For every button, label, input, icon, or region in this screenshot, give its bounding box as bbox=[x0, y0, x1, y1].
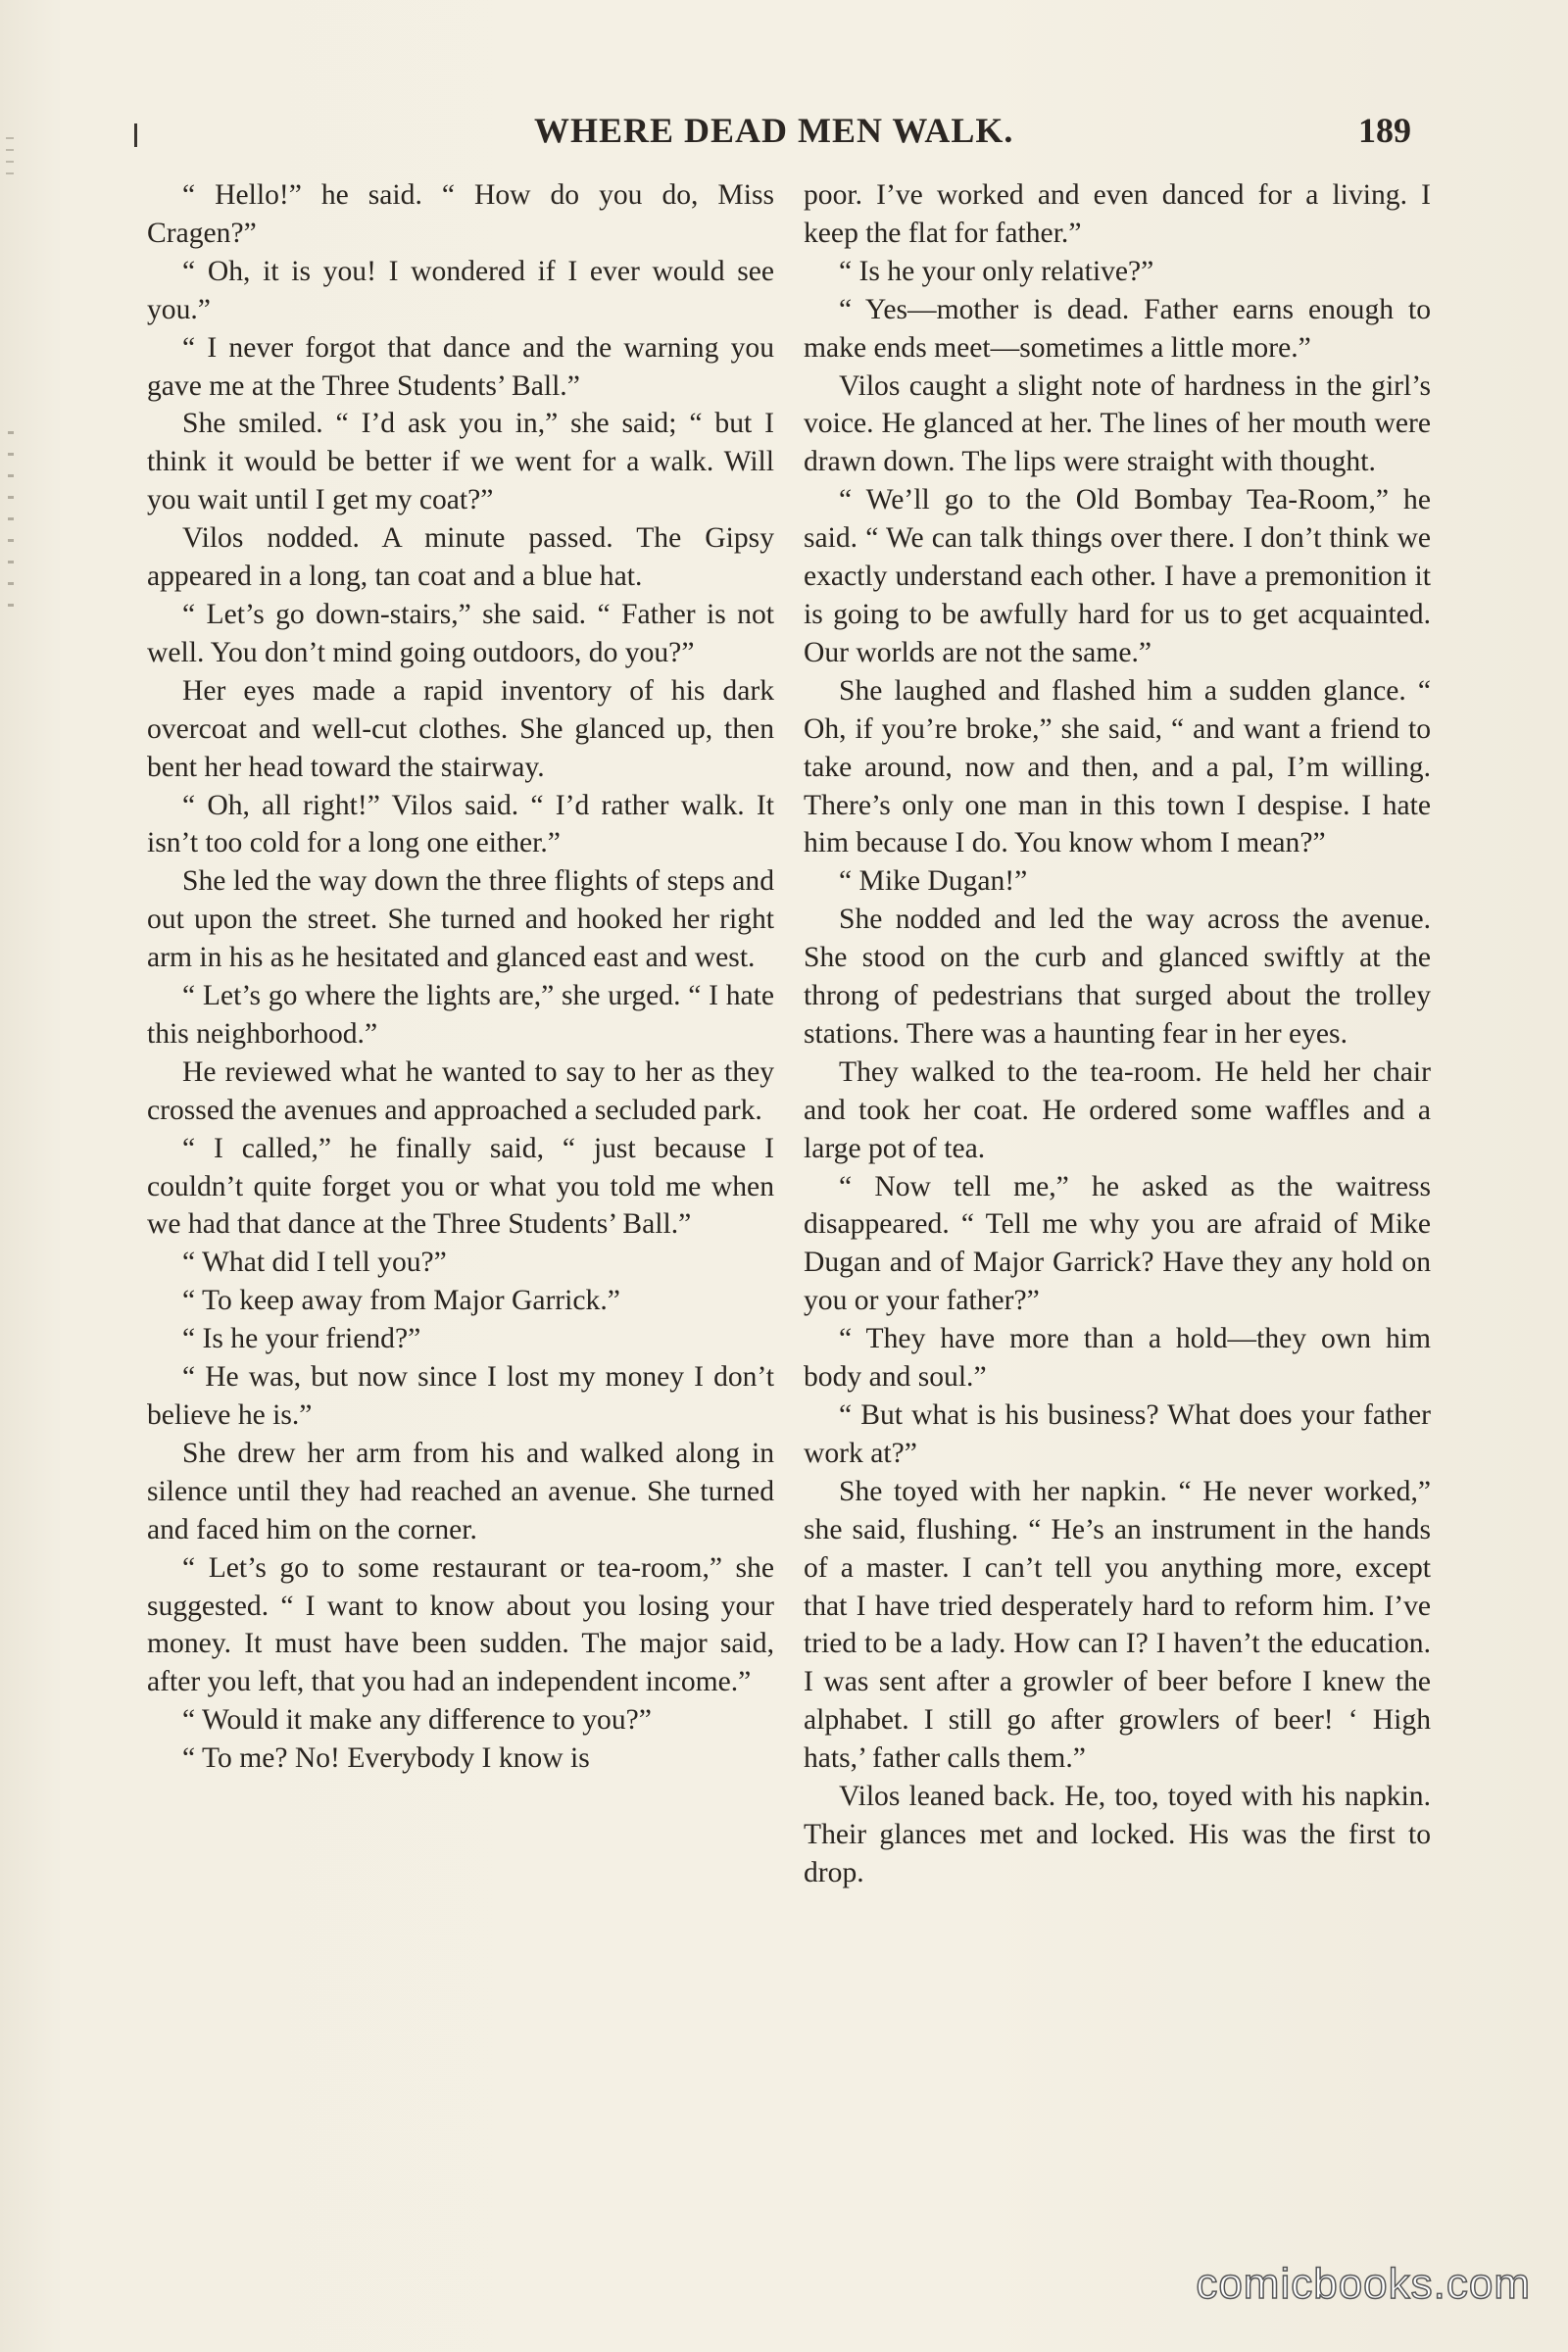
paragraph: She led the way down the three flights of steps and out upon the street. She turned and hooked her right arm in his as he hesitated and glanced east and west. bbox=[147, 865, 774, 974]
paragraph: She smiled. “ I’d ask you in,” she said; “ but I think it would be better if we went for a walk. Will you wait until I get my coat?” bbox=[147, 408, 774, 516]
margin-marks bbox=[6, 137, 14, 176]
paragraph: “ He was, but now since I lost my money I don’t believe he is.” bbox=[147, 1361, 774, 1431]
paragraph: “ Mike Dugan!” bbox=[839, 865, 1028, 898]
right-text-column bbox=[804, 176, 1431, 1892]
paragraph: “ To me? No! Everybody I know is bbox=[182, 1742, 590, 1775]
paragraph: “ I called,” he finally said, “ just because I couldn’t quite forget you or what you told me when we had that dance at the Three Students’ Ball.” bbox=[147, 1132, 774, 1241]
page-number: 189 bbox=[1358, 111, 1411, 150]
paragraph: “ Now tell me,” he asked as the waitress disappeared. “ Tell me why you are afraid of Mike Dugan and of Major Garrick? Have they any hold on you or your father?” bbox=[804, 1170, 1431, 1317]
paragraph: Vilos caught a slight note of hardness in the girl’s voice. He glanced at her. The lines of her mouth were drawn down. The lips were straight with thought. bbox=[804, 369, 1431, 478]
paragraph: “ Let’s go down-stairs,” she said. “ Father is not well. You don’t mind going outdoors, do you?” bbox=[147, 598, 774, 668]
paragraph: “ Is he your only relative?” bbox=[839, 255, 1154, 287]
paragraph: She drew her arm from his and walked along in silence until they had reached an avenue. She turned and faced him on the corner. bbox=[147, 1437, 774, 1545]
paragraph: poor. I’ve worked and even danced for a living. I keep the flat for father.” bbox=[804, 179, 1431, 249]
paragraph: He reviewed what he wanted to say to her as they crossed the avenues and approached a secluded park. bbox=[147, 1055, 774, 1126]
running-header bbox=[137, 110, 1411, 159]
watermark: comicbooks.com bbox=[1196, 2260, 1531, 2308]
paragraph: “ Would it make any difference to you?” bbox=[182, 1704, 652, 1737]
margin-marks bbox=[8, 431, 14, 608]
paragraph: “ To keep away from Major Garrick.” bbox=[182, 1285, 620, 1317]
paragraph: Vilos nodded. A minute passed. The Gipsy appeared in a long, tan coat and a blue hat. bbox=[147, 522, 774, 593]
paragraph: They walked to the tea-room. He held her chair and took her coat. He ordered some waffles and a large pot of tea. bbox=[804, 1055, 1431, 1164]
left-text-column bbox=[147, 176, 774, 1778]
paragraph: Her eyes made a rapid inventory of his dark overcoat and well-cut clothes. She glanced up, then bent her head toward the stairway. bbox=[147, 674, 774, 783]
paragraph: “ They have more than a hold—they own him body and soul.” bbox=[804, 1323, 1431, 1394]
margin-tick bbox=[134, 123, 137, 147]
paragraph: “ I never forgot that dance and the warning you gave me at the Three Students’ Ball.” bbox=[147, 331, 774, 402]
paragraph: “ Yes—mother is dead. Father earns enough to make ends meet—sometimes a little more.” bbox=[804, 293, 1431, 364]
paragraph: “ We’ll go to the Old Bombay Tea-Room,” he said. “ We can talk things over there. I don’t think we exactly understand each other. I have a premonition it is going to be awfully hard for us to get acquainted. Our worlds are not the same.” bbox=[804, 484, 1431, 668]
paragraph: “ Is he your friend?” bbox=[182, 1323, 421, 1355]
paragraph: Vilos leaned back. He, too, toyed with his napkin. Their glances met and locked. His was the first to drop. bbox=[804, 1781, 1431, 1888]
paragraph: “ But what is his business? What does your father work at?” bbox=[804, 1399, 1431, 1469]
paragraph: “ What did I tell you?” bbox=[182, 1247, 447, 1279]
paragraph: “ Let’s go where the lights are,” she urged. “ I hate this neighborhood.” bbox=[147, 980, 774, 1050]
paragraph: “ Oh, all right!” Vilos said. “ I’d rather walk. It isn’t too cold for a long one either.” bbox=[147, 789, 774, 859]
paragraph: She nodded and led the way across the avenue. She stood on the curb and glanced swiftly at the throng of pedestrians that surged about the trolley stations. There was a haunting fear in her eyes. bbox=[804, 904, 1431, 1050]
page-title: WHERE DEAD MEN WALK. bbox=[534, 111, 1014, 150]
paragraph: She toyed with her napkin. “ He never worked,” she said, flushing. “ He’s an instrument in the hands of a master. I can’t tell you anything more, except that I have tried desperately hard to reform him. I’ve tried to be a lady. How can I? I haven’t the education. I was sent after a growler of beer before I knew the alphabet. I still go after growlers of beer! ‘ High hats,’ father calls them.” bbox=[804, 1475, 1431, 1775]
paragraph: “ Oh, it is you! I wondered if I ever would see you.” bbox=[147, 255, 774, 325]
paragraph: “ Hello!” he said. “ How do you do, Miss Cragen?” bbox=[147, 179, 774, 249]
paragraph: “ Let’s go to some restaurant or tea-room,” she suggested. “ I want to know about you losing your money. It must have been sudden. The major said, after you left, that you had an independent income.” bbox=[147, 1551, 774, 1698]
paragraph: She laughed and flashed him a sudden glance. “ Oh, if you’re broke,” she said, “ and want a friend to take around, now and then, and a pal, I’m willing. There’s only one man in this town I despise. I hate him because I do. You know whom I mean?” bbox=[804, 674, 1431, 859]
